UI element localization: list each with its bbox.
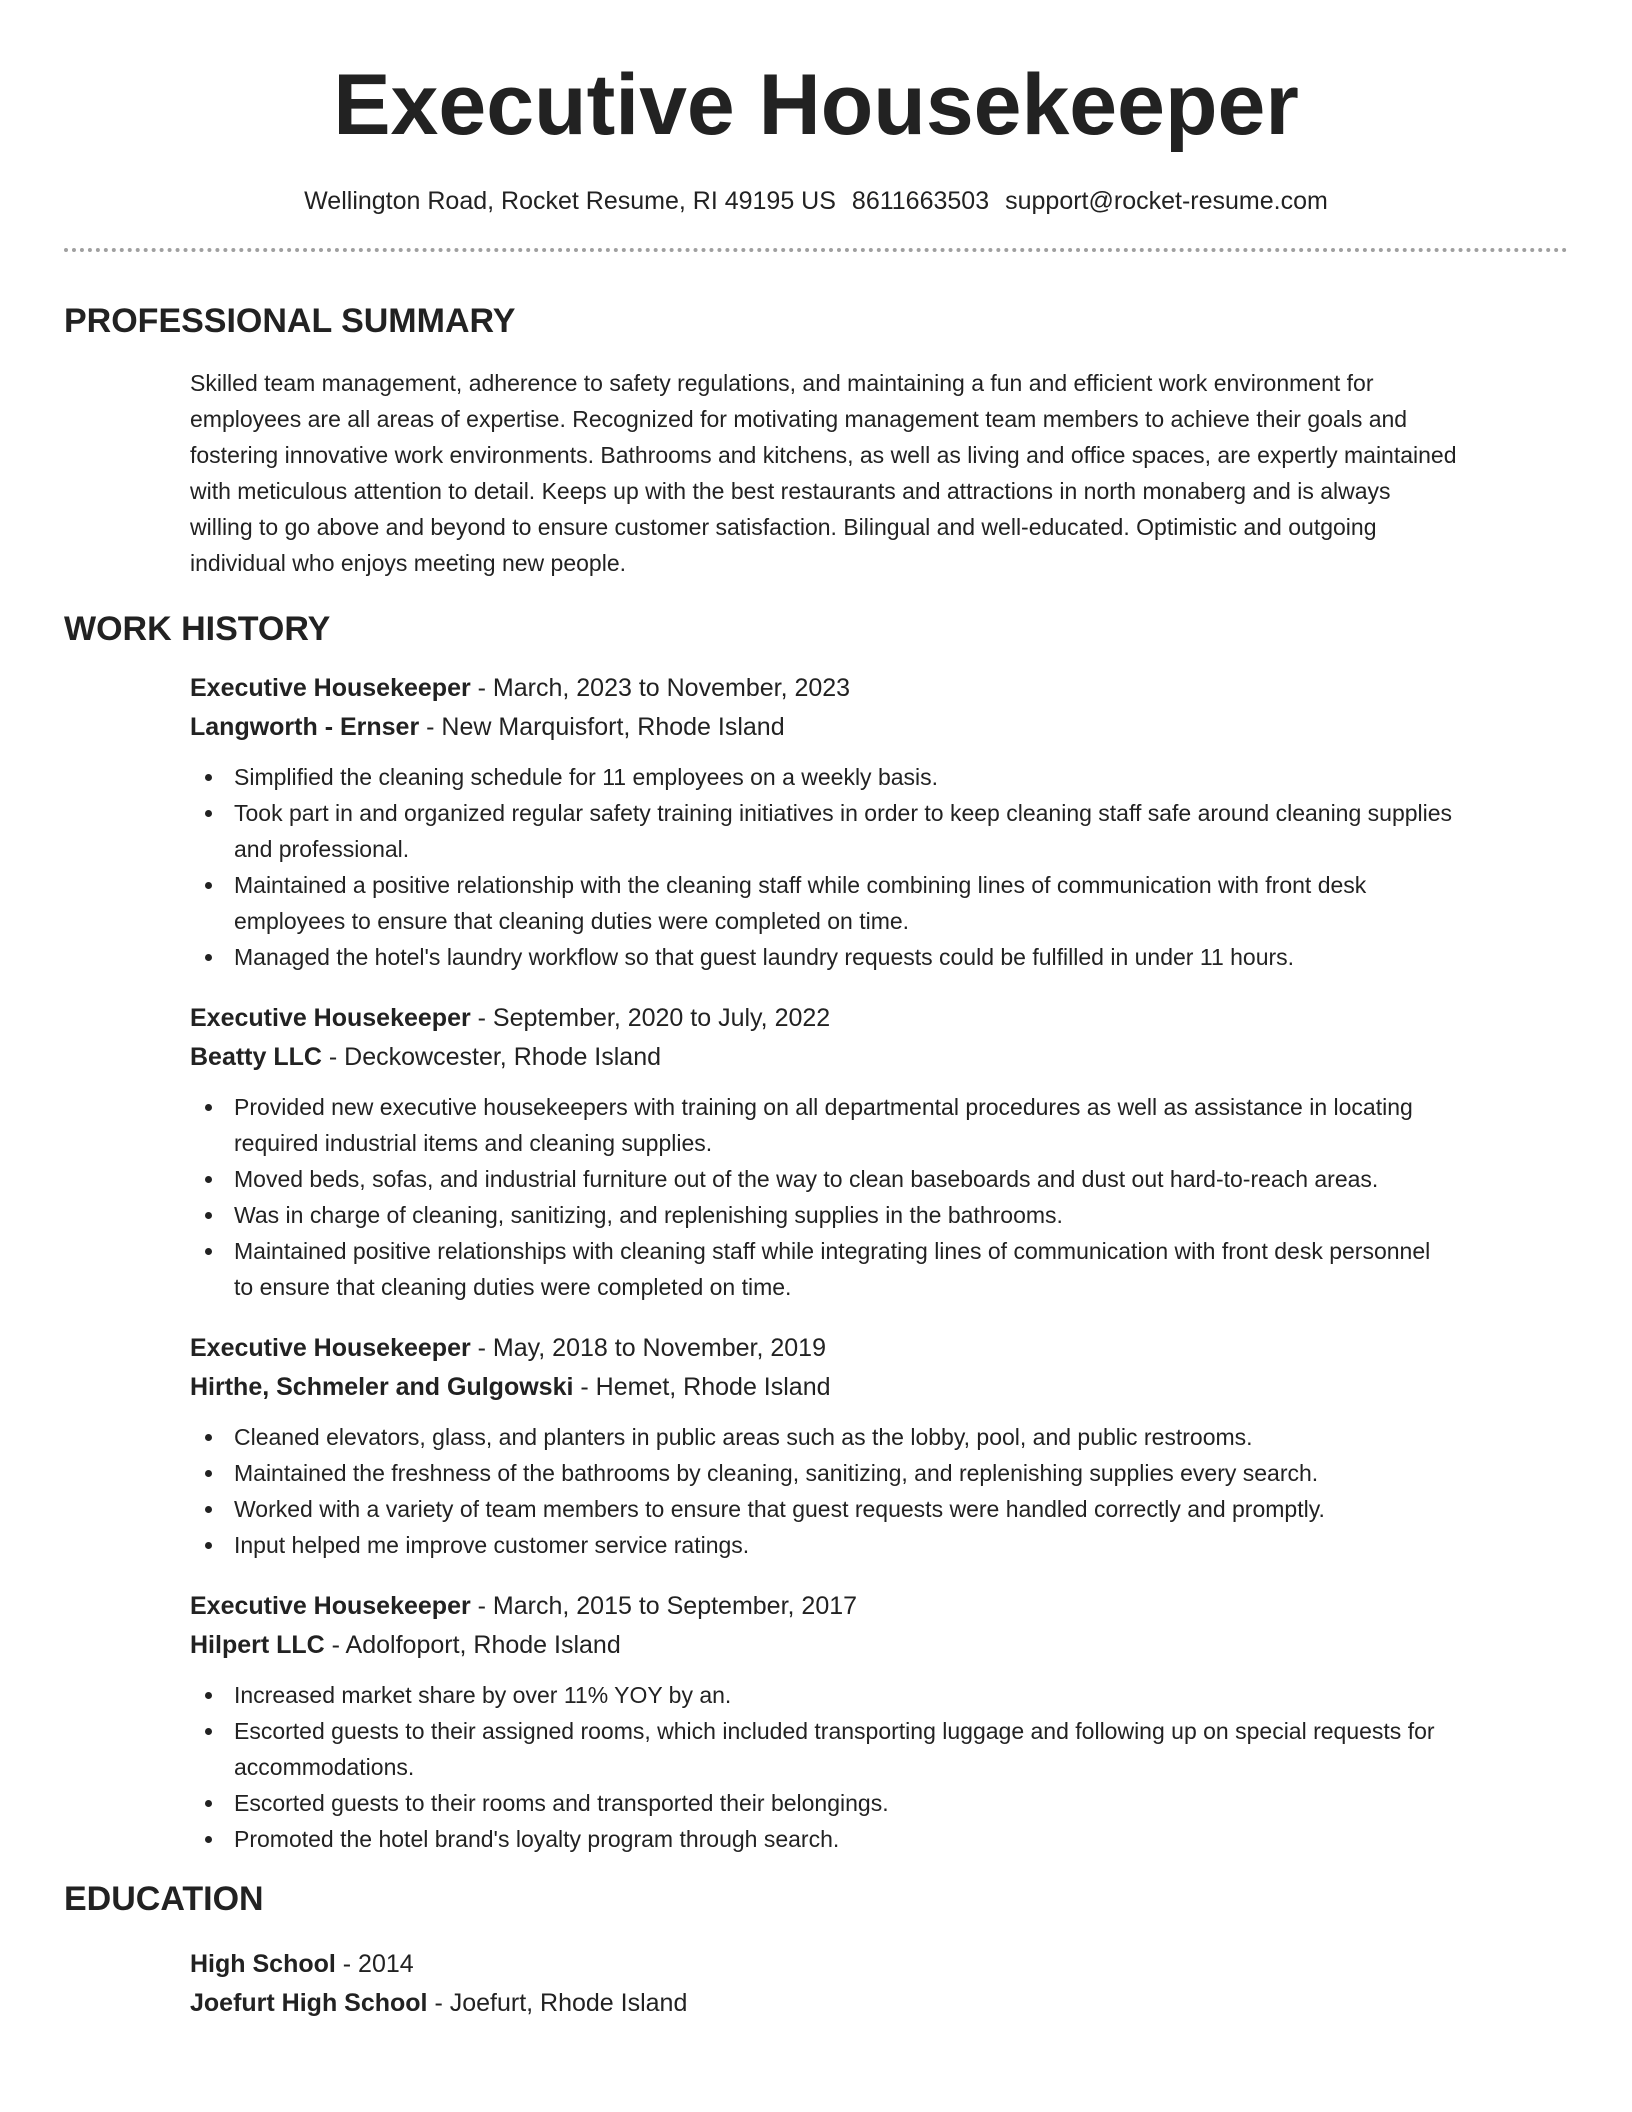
job-company-line bbox=[190, 1042, 1568, 1072]
bullet-dot bbox=[205, 1212, 212, 1219]
bullet-line: Simplified the cleaning schedule for 11 employees on a weekly basis. bbox=[234, 764, 939, 790]
bullet-dot bbox=[205, 1506, 212, 1513]
contact-email: support@rocket-resume.com bbox=[1005, 187, 1328, 215]
job-bullet bbox=[190, 1527, 1568, 1563]
bullet-dot bbox=[205, 1104, 212, 1111]
job-bullet bbox=[190, 1419, 1568, 1455]
summary-line: employees are all areas of expertise. Recognized for motivating management team members to achieve their goals and bbox=[190, 406, 1408, 432]
bullet-line: Escorted guests to their rooms and transported their belongings. bbox=[234, 1790, 889, 1816]
job-dates: - May, 2018 to November, 2019 bbox=[470, 1334, 826, 1362]
job-dates: - March, 2023 to November, 2023 bbox=[470, 674, 851, 702]
summary-paragraph bbox=[190, 365, 1568, 581]
job-bullet bbox=[190, 759, 1568, 795]
job-bullet bbox=[190, 1713, 1568, 1785]
job-bullet bbox=[190, 1197, 1568, 1233]
header-divider bbox=[64, 248, 1568, 252]
summary-line: Skilled team management, adherence to safety regulations, and maintaining a fun and efficient work environment for bbox=[190, 370, 1374, 396]
job-location: - Deckowcester, Rhode Island bbox=[321, 1043, 662, 1071]
job-bullet-list bbox=[190, 1419, 1568, 1563]
education-degree: High School bbox=[190, 1950, 336, 1978]
education-entry bbox=[190, 1949, 1568, 2018]
bullet-line: to ensure that cleaning duties were completed on time. bbox=[234, 1274, 792, 1300]
bullet-line: Input helped me improve customer service ratings. bbox=[234, 1532, 750, 1558]
bullet-line: Provided new executive housekeepers with training on all departmental procedures as well as assistance in locating bbox=[234, 1094, 1413, 1120]
bullet-dot bbox=[205, 1800, 212, 1807]
job-bullet bbox=[190, 1491, 1568, 1527]
education-school-line bbox=[190, 1988, 1568, 2018]
bullet-dot bbox=[205, 1434, 212, 1441]
contact-line bbox=[64, 186, 1568, 216]
job-location: - Adolfoport, Rhode Island bbox=[324, 1631, 621, 1659]
bullet-dot bbox=[205, 954, 212, 961]
education-degree-line bbox=[190, 1949, 1568, 1979]
bullet-dot bbox=[205, 1176, 212, 1183]
bullet-line: Escorted guests to their assigned rooms, which included transporting luggage and following up on special requests for bbox=[234, 1718, 1435, 1744]
job-bullet-list bbox=[190, 1677, 1568, 1857]
bullet-line: Managed the hotel's laundry workflow so that guest laundry requests could be fulfilled in under 11 hours. bbox=[234, 944, 1295, 970]
summary-line: individual who enjoys meeting new people. bbox=[190, 550, 627, 576]
bullet-line: Maintained positive relationships with cleaning staff while integrating lines of communication with front desk personnel bbox=[234, 1238, 1431, 1264]
job-company: Hirthe, Schmeler and Gulgowski bbox=[190, 1373, 574, 1401]
bullet-line: Increased market share by over 11% YOY by an. bbox=[234, 1682, 732, 1708]
bullet-dot bbox=[205, 1728, 212, 1735]
bullet-line: Worked with a variety of team members to ensure that guest requests were handled correctly and promptly. bbox=[234, 1496, 1325, 1522]
resume-name-heading: Executive Housekeeper bbox=[333, 57, 1299, 153]
bullet-line: accommodations. bbox=[234, 1754, 415, 1780]
job-bullet bbox=[190, 1821, 1568, 1857]
bullet-dot bbox=[205, 1692, 212, 1699]
bullet-line: Maintained the freshness of the bathrooms by cleaning, sanitizing, and replenishing supplies every search. bbox=[234, 1460, 1319, 1486]
job-bullet-list bbox=[190, 759, 1568, 975]
bullet-dot bbox=[205, 1542, 212, 1549]
job-entry bbox=[190, 1003, 1568, 1305]
job-role-line bbox=[190, 1003, 1568, 1033]
bullet-line: Maintained a positive relationship with the cleaning staff while combining lines of communication with front desk bbox=[234, 872, 1367, 898]
bullet-dot bbox=[205, 1836, 212, 1843]
job-bullet bbox=[190, 939, 1568, 975]
job-entry bbox=[190, 673, 1568, 975]
bullet-line: required industrial items and cleaning supplies. bbox=[234, 1130, 713, 1156]
job-role-line bbox=[190, 673, 1568, 703]
education-school: Joefurt High School bbox=[190, 1989, 428, 2017]
job-bullet bbox=[190, 867, 1568, 939]
job-bullet-list bbox=[190, 1089, 1568, 1305]
bullet-dot bbox=[205, 774, 212, 781]
job-bullet bbox=[190, 1455, 1568, 1491]
job-dates: - March, 2015 to September, 2017 bbox=[470, 1592, 858, 1620]
job-role-line bbox=[190, 1333, 1568, 1363]
job-company: Langworth - Ernser bbox=[190, 713, 420, 741]
bullet-line: Cleaned elevators, glass, and planters in public areas such as the lobby, pool, and public restrooms. bbox=[234, 1424, 1253, 1450]
bullet-dot bbox=[205, 1248, 212, 1255]
job-location: - New Marquisfort, Rhode Island bbox=[419, 713, 785, 741]
contact-address: Wellington Road, Rocket Resume, RI 49195 US bbox=[304, 187, 836, 215]
job-company: Beatty LLC bbox=[190, 1043, 322, 1071]
summary-line: with meticulous attention to detail. Keeps up with the best restaurants and attractions in north monaberg and is always bbox=[190, 478, 1391, 504]
bullet-line: and professional. bbox=[234, 836, 410, 862]
section-title-work-history: WORK HISTORY bbox=[64, 610, 331, 648]
job-company-line bbox=[190, 1630, 1568, 1660]
section-title-summary: PROFESSIONAL SUMMARY bbox=[64, 302, 516, 340]
job-company: Hilpert LLC bbox=[190, 1631, 325, 1659]
job-role: Executive Housekeeper bbox=[190, 1004, 471, 1032]
job-entry bbox=[190, 1333, 1568, 1563]
bullet-dot bbox=[205, 882, 212, 889]
job-role: Executive Housekeeper bbox=[190, 674, 471, 702]
contact-phone: 8611663503 bbox=[851, 187, 990, 215]
job-bullet bbox=[190, 1785, 1568, 1821]
job-role-line bbox=[190, 1591, 1568, 1621]
summary-line: fostering innovative work environments. Bathrooms and kitchens, as well as living and office spaces, are expertly maintained bbox=[190, 442, 1457, 468]
bullet-line: Moved beds, sofas, and industrial furniture out of the way to clean baseboards and dust out hard-to-reach areas. bbox=[234, 1166, 1379, 1192]
bullet-dot bbox=[205, 1470, 212, 1477]
education-location: - Joefurt, Rhode Island bbox=[427, 1989, 688, 2017]
job-role: Executive Housekeeper bbox=[190, 1334, 471, 1362]
job-bullet bbox=[190, 1161, 1568, 1197]
bullet-line: Took part in and organized regular safety training initiatives in order to keep cleaning staff safe around cleaning supplies bbox=[234, 800, 1453, 826]
resume-page bbox=[64, 0, 1568, 2027]
job-dates: - September, 2020 to July, 2022 bbox=[470, 1004, 831, 1032]
job-bullet bbox=[190, 1233, 1568, 1305]
job-entry bbox=[190, 1591, 1568, 1857]
job-location: - Hemet, Rhode Island bbox=[573, 1373, 831, 1401]
job-bullet bbox=[190, 1089, 1568, 1161]
section-title-education: EDUCATION bbox=[64, 1880, 264, 1918]
job-company-line bbox=[190, 712, 1568, 742]
job-bullet bbox=[190, 1677, 1568, 1713]
job-role: Executive Housekeeper bbox=[190, 1592, 471, 1620]
job-bullet bbox=[190, 795, 1568, 867]
summary-line: willing to go above and beyond to ensure customer satisfaction. Bilingual and well-educated. Optimistic and outgoing bbox=[190, 514, 1377, 540]
bullet-line: Promoted the hotel brand's loyalty program through search. bbox=[234, 1826, 840, 1852]
bullet-dot bbox=[205, 810, 212, 817]
bullet-line: employees to ensure that cleaning duties were completed on time. bbox=[234, 908, 910, 934]
job-company-line bbox=[190, 1372, 1568, 1402]
education-year: - 2014 bbox=[335, 1950, 414, 1978]
bullet-line: Was in charge of cleaning, sanitizing, and replenishing supplies in the bathrooms. bbox=[234, 1202, 1063, 1228]
